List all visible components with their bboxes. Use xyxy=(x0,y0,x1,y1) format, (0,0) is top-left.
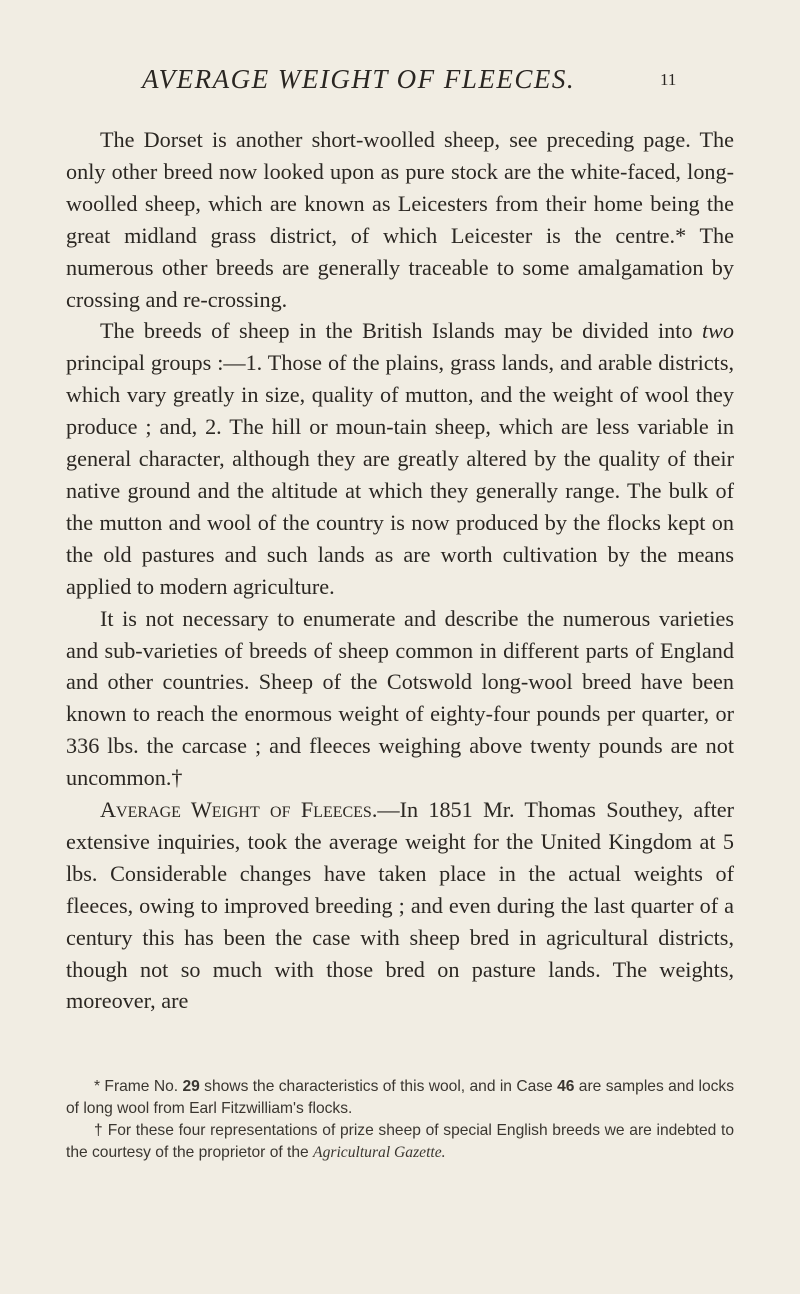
paragraph-breed-groups xyxy=(66,315,734,602)
section-heading-average-weight: Average Weight of Fleeces. xyxy=(100,797,378,823)
footnote-dagger-start: † For these four representations of prize sheep of special English breeds we are indebted to the courtesy of the proprietor of the xyxy=(66,1122,734,1161)
paragraph-breed-groups-start: The breeds of sheep in the British Islands may be divided into xyxy=(100,318,702,344)
footnote-dagger xyxy=(66,1120,734,1164)
paragraph-average-weight xyxy=(66,794,734,1017)
body-text xyxy=(66,124,734,1017)
footnote-asterisk-end: are samples and locks of long wool from Earl Fitzwilliam's flocks. xyxy=(66,1078,735,1117)
publication-title: Agricultural Gazette. xyxy=(313,1144,446,1161)
footnotes xyxy=(66,1076,734,1164)
frame-number: 29 xyxy=(182,1078,200,1095)
page-header xyxy=(0,64,800,104)
paragraph-average-weight-text: —In 1851 Mr. Thomas Southey, after extensive inquiries, took the average weight for the United Kingdom at 5 lbs. Considerable changes have taken place in the actual weights of fleeces, owing to improved breeding ; and even during the last quarter of a century this has been the case with sheep bred in agricultural districts, though not so much with those bred on pasture lands. The weights, moreover, are xyxy=(66,797,734,1014)
footnote-asterisk-middle: shows the characteristics of this wool, and in Case xyxy=(199,1078,558,1095)
footnote-asterisk xyxy=(66,1076,734,1120)
running-title: AVERAGE WEIGHT OF FLEECES. xyxy=(142,64,576,94)
paragraph-dorset: The Dorset is another short-woolled sheep, see preceding page. The only other breed now looked upon as pure stock are the white-faced, long-woolled sheep, which are known as Leicesters from their home being the great midland grass district, of which Leicester is the centre.* The numerous other breeds are generally traceable to some amalgamation by crossing and re-crossing. xyxy=(66,127,734,312)
page-number: 11 xyxy=(660,70,677,89)
case-number: 46 xyxy=(557,1078,575,1095)
footnote-asterisk-start: * Frame No. xyxy=(94,1078,183,1095)
paragraph-breed-groups-rest: principal groups :—1. Those of the plains, grass lands, and arable districts, which vary greatly in size, quality of mutton, and the weight of wool they produce ; and, 2. The hill or moun-tain sheep, which are less variable in general character, although they are greatly altered by the quality of their native ground and the altitude at which they generally range. The bulk of the mutton and wool of the country is now produced by the flocks kept on the old pastures and such lands as are worth cultivation by the means applied to modern agriculture. xyxy=(66,350,734,599)
emphasis-two: two xyxy=(701,318,734,344)
paragraph-varieties: It is not necessary to enumerate and describe the numerous varieties and sub-varieties of breeds of sheep common in different parts of England and other countries. Sheep of the Cotswold long-wool breed have been known to reach the enormous weight of eighty-four pounds per quarter, or 336 lbs. the carcase ; and fleeces weighing above twenty pounds are not uncommon.† xyxy=(66,605,734,791)
